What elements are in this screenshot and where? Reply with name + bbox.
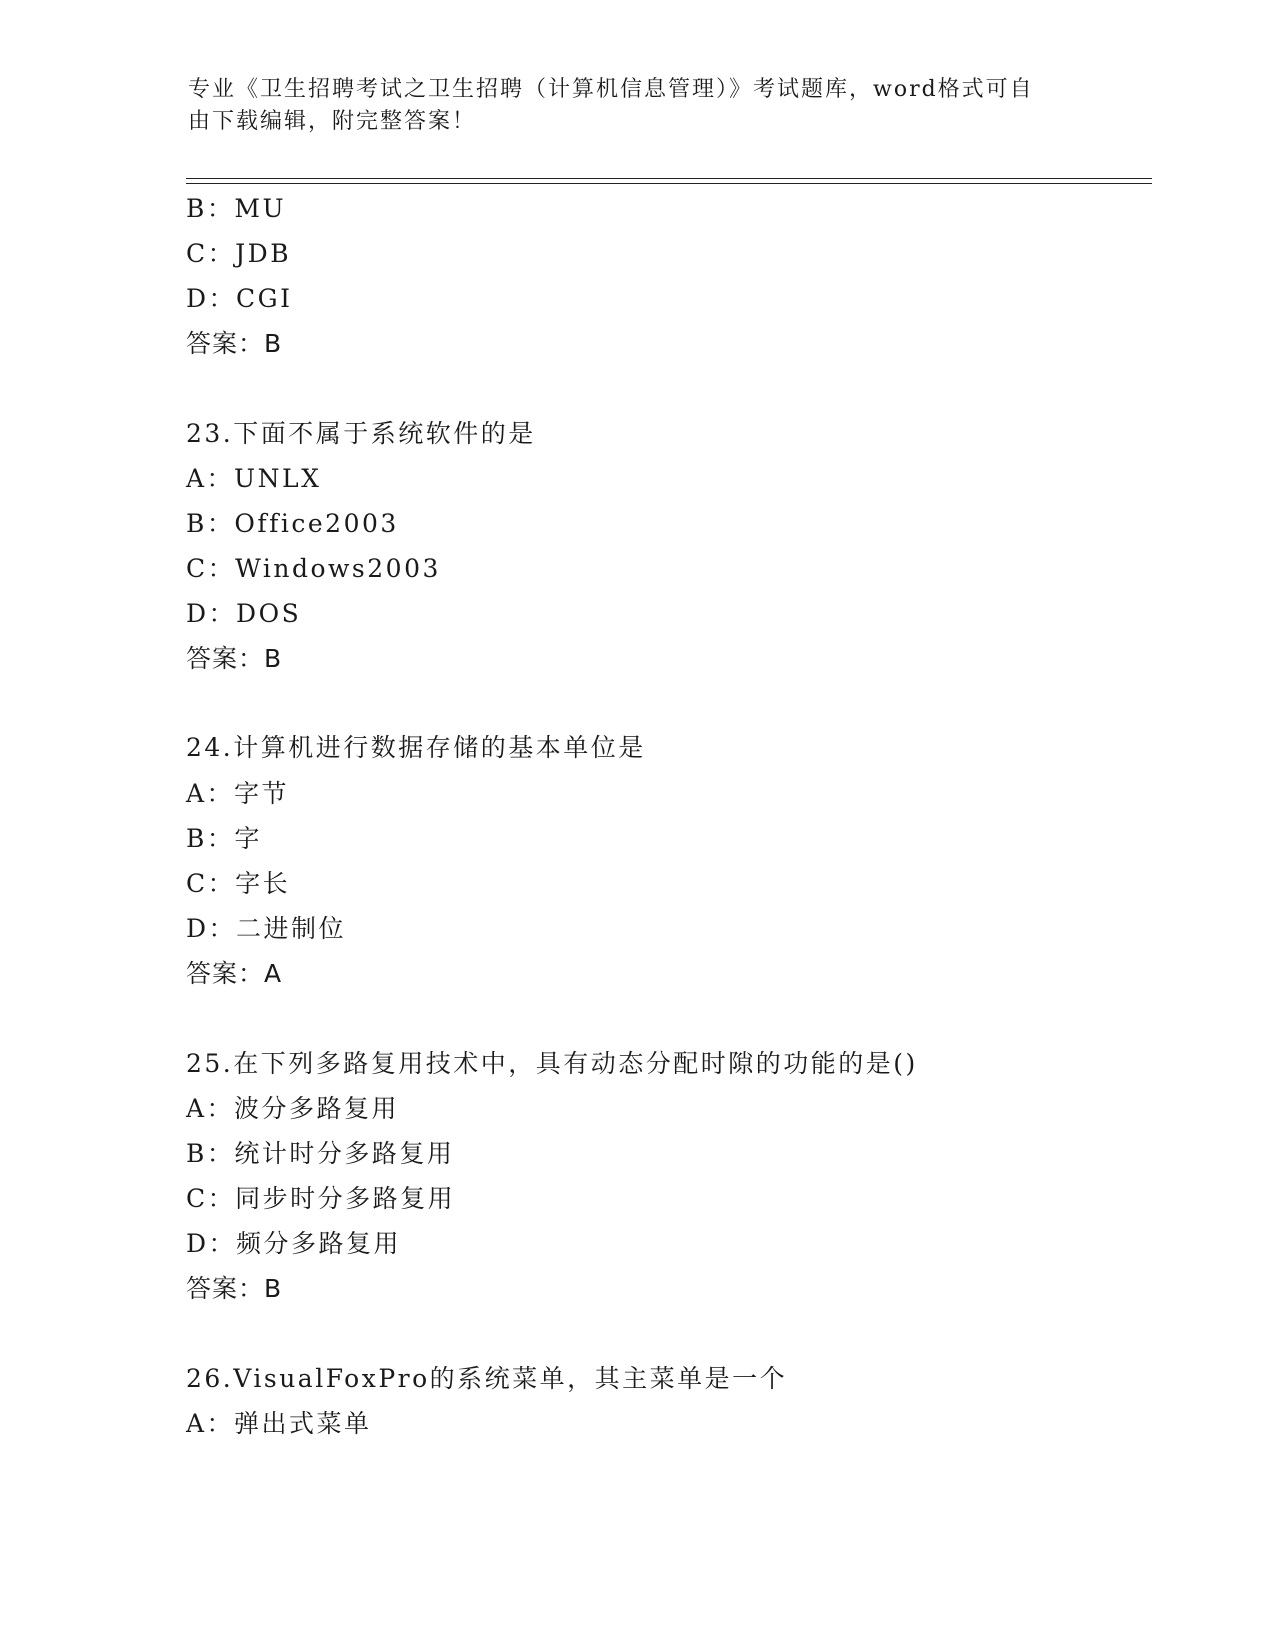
question-24-stem: 24.计算机进行数据存储的基本单位是: [186, 733, 646, 762]
header-rule-top: [186, 178, 1152, 179]
question-23-option-b: B：Office2003: [186, 509, 399, 538]
question-26-option-a: A：弹出式菜单: [186, 1409, 372, 1438]
question-25-option-c: C：同步时分多路复用: [186, 1184, 456, 1213]
prev-answer: 答案：B: [186, 329, 283, 358]
question-23-stem: 23.下面不属于系统软件的是: [186, 419, 536, 448]
question-23-option-a: A：UNLX: [186, 464, 322, 493]
question-25-answer: 答案：B: [186, 1274, 283, 1303]
question-23-option-d: D：DOS: [186, 599, 302, 628]
question-25-option-d: D：频分多路复用: [186, 1229, 402, 1258]
prev-option-b: B：MU: [186, 194, 287, 223]
question-25-option-a: A：波分多路复用: [186, 1094, 400, 1123]
question-26-stem: 26.VisualFoxPro的系统菜单，其主菜单是一个: [186, 1364, 788, 1393]
header-line-2: 由下载编辑，附完整答案！: [188, 109, 477, 134]
header-line-1: 专业《卫生招聘考试之卫生招聘（计算机信息管理）》考试题库，word格式可自: [188, 77, 1034, 102]
question-25-option-b: B：统计时分多路复用: [186, 1139, 455, 1168]
document-header: [188, 74, 1078, 138]
question-23-answer: 答案：B: [186, 644, 283, 673]
question-24-option-a: A：字节: [186, 779, 290, 808]
question-24-option-d: D：二进制位: [186, 914, 347, 943]
question-24-answer: 答案：A: [186, 959, 283, 988]
prev-option-d: D：CGI: [186, 284, 293, 313]
question-23-option-c: C：Windows2003: [186, 554, 441, 583]
prev-option-c: C：JDB: [186, 239, 292, 268]
question-24-option-c: C：字长: [186, 869, 291, 898]
header-rule-bottom: [186, 183, 1152, 184]
question-24-option-b: B：字: [186, 824, 262, 853]
question-25-stem: 25.在下列多路复用技术中，具有动态分配时隙的功能的是(): [186, 1049, 918, 1078]
